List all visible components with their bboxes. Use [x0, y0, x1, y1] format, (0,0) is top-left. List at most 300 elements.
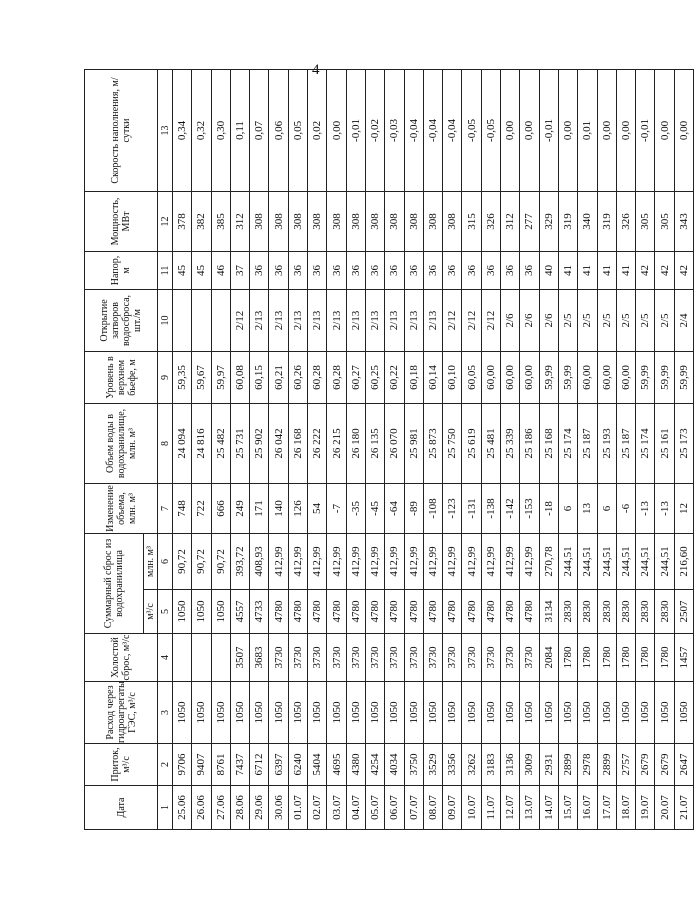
table-row — [192, 69, 211, 829]
table-cell: 305 — [655, 191, 674, 251]
table-cell: 1780 — [655, 634, 674, 682]
header-reservoir-volume: Объем воды в водохранилище, млн. м³ — [85, 403, 158, 483]
table-cell: 1050 — [308, 682, 327, 744]
header-total-discharge: Суммарный сброс из водохранилища — [85, 533, 144, 633]
table-cell: 3183 — [481, 744, 500, 786]
header-volume-change: Изменение объема, млн. м³ — [85, 483, 158, 533]
table-cell: 722 — [192, 483, 211, 533]
table-cell: -142 — [501, 483, 520, 533]
table-cell: 4780 — [520, 590, 539, 634]
table-cell: -0,01 — [346, 69, 365, 191]
column-number: 7 — [158, 483, 173, 533]
table-cell: 2679 — [655, 744, 674, 786]
table-cell: 326 — [616, 191, 635, 251]
table-cell: 1050 — [597, 682, 616, 744]
date-cell: 19.07 — [636, 786, 655, 830]
table-cell: 0,07 — [250, 69, 269, 191]
table-cell: 45 — [192, 251, 211, 289]
table-cell: -0,04 — [423, 69, 442, 191]
table-cell: 60,00 — [501, 351, 520, 403]
table-cell: 3730 — [501, 634, 520, 682]
table-cell: 1780 — [636, 634, 655, 682]
table-cell: 25 174 — [636, 403, 655, 483]
date-cell: 12.07 — [501, 786, 520, 830]
column-number: 6 — [158, 533, 173, 589]
table-cell: 0,02 — [308, 69, 327, 191]
header-head: Напор, м — [85, 251, 158, 289]
table-cell: 2/5 — [578, 289, 597, 351]
table-cell: 4780 — [501, 590, 520, 634]
table-cell: -45 — [365, 483, 384, 533]
table-cell: 3730 — [269, 634, 288, 682]
table-cell: 2/13 — [308, 289, 327, 351]
table-cell: 36 — [443, 251, 462, 289]
table-cell: 0,00 — [520, 69, 539, 191]
table-cell: 6240 — [288, 744, 307, 786]
table-cell: 40 — [539, 251, 558, 289]
table-cell: 60,26 — [288, 351, 307, 403]
table-cell: -35 — [346, 483, 365, 533]
table-row — [462, 69, 481, 829]
table-cell: 59,99 — [539, 351, 558, 403]
table-row — [250, 69, 269, 829]
table-cell: 0,11 — [230, 69, 249, 191]
date-cell: 03.07 — [327, 786, 346, 830]
header-fill-rate: Скорость наполнения, м/сутки — [85, 69, 158, 191]
table-cell: 2/13 — [288, 289, 307, 351]
table-row — [674, 69, 693, 829]
table-cell: 2899 — [558, 744, 577, 786]
table-cell: 1050 — [211, 682, 230, 744]
table-cell: 12 — [674, 483, 693, 533]
table-cell: 666 — [211, 483, 230, 533]
table-cell: 9706 — [173, 744, 192, 786]
table-cell: 26 042 — [269, 403, 288, 483]
table-cell: 36 — [501, 251, 520, 289]
table-cell: 4780 — [288, 590, 307, 634]
header-turbine-flow: Расход через гидроагрегаты ГЭС, м³/с — [85, 682, 158, 744]
table-cell: 1050 — [192, 682, 211, 744]
table-cell: 1050 — [443, 682, 462, 744]
table-cell: 308 — [327, 191, 346, 251]
table-row — [481, 69, 500, 829]
table-cell: 308 — [346, 191, 365, 251]
table-cell: 1050 — [481, 682, 500, 744]
table-cell: 2830 — [636, 590, 655, 634]
table-cell: 308 — [288, 191, 307, 251]
date-cell: 26.06 — [192, 786, 211, 830]
table-cell — [192, 289, 211, 351]
table-cell: 1050 — [385, 682, 404, 744]
table-cell: 36 — [250, 251, 269, 289]
page-number: 4 — [312, 62, 320, 78]
table-cell: 0,06 — [269, 69, 288, 191]
table-cell: 36 — [365, 251, 384, 289]
table-cell: 408,93 — [250, 533, 269, 589]
table-cell: 412,99 — [288, 533, 307, 589]
table-cell: 60,21 — [269, 351, 288, 403]
table-cell: 3730 — [308, 634, 327, 682]
table-cell: 308 — [365, 191, 384, 251]
table-cell: -64 — [385, 483, 404, 533]
table-cell: -108 — [423, 483, 442, 533]
table-cell: 3730 — [404, 634, 423, 682]
table-cell: 2978 — [578, 744, 597, 786]
table-cell: 2/4 — [674, 289, 693, 351]
table-cell: 9407 — [192, 744, 211, 786]
table-cell: 2830 — [597, 590, 616, 634]
table-cell: -123 — [443, 483, 462, 533]
table-cell: 0,00 — [327, 69, 346, 191]
table-cell: 1050 — [462, 682, 481, 744]
table-cell: 385 — [211, 191, 230, 251]
table-cell: 3730 — [346, 634, 365, 682]
table-cell: 59,35 — [173, 351, 192, 403]
table-cell: 36 — [327, 251, 346, 289]
table-cell: 3529 — [423, 744, 442, 786]
table-cell: 25 873 — [423, 403, 442, 483]
date-cell: 05.07 — [365, 786, 384, 830]
table-cell: 1050 — [173, 682, 192, 744]
table-cell: -0,01 — [539, 69, 558, 191]
table-cell: 1050 — [365, 682, 384, 744]
table-cell: 59,97 — [211, 351, 230, 403]
column-number: 10 — [158, 289, 173, 351]
table-cell: 378 — [173, 191, 192, 251]
table-cell: 412,99 — [423, 533, 442, 589]
table-cell: 2/13 — [250, 289, 269, 351]
date-cell: 15.07 — [558, 786, 577, 830]
date-cell: 09.07 — [443, 786, 462, 830]
table-cell: 3356 — [443, 744, 462, 786]
table-cell: 2/6 — [520, 289, 539, 351]
table-cell: 1050 — [211, 590, 230, 634]
table-cell: 1050 — [288, 682, 307, 744]
column-number: 9 — [158, 351, 173, 403]
column-number: 11 — [158, 251, 173, 289]
table-cell: 2830 — [578, 590, 597, 634]
table-row — [308, 69, 327, 829]
table-row — [597, 69, 616, 829]
table-cell: 2830 — [655, 590, 674, 634]
date-cell: 21.07 — [674, 786, 693, 830]
table-cell: -0,02 — [365, 69, 384, 191]
table-row — [327, 69, 346, 829]
table-cell: 2/13 — [385, 289, 404, 351]
table-cell: 36 — [385, 251, 404, 289]
table-cell: 2/12 — [481, 289, 500, 351]
table-cell: 4254 — [365, 744, 384, 786]
table-cell: -0,05 — [462, 69, 481, 191]
table-cell: 6712 — [250, 744, 269, 786]
table-row — [539, 69, 558, 829]
table-cell: 4695 — [327, 744, 346, 786]
date-cell: 10.07 — [462, 786, 481, 830]
table-cell: 36 — [462, 251, 481, 289]
table-cell: 3730 — [327, 634, 346, 682]
table-cell: 412,99 — [481, 533, 500, 589]
header-inflow: Приток, м³/с — [85, 744, 158, 786]
table-cell: 60,28 — [308, 351, 327, 403]
table-cell: -13 — [636, 483, 655, 533]
table-row — [520, 69, 539, 829]
table-cell: 2/13 — [365, 289, 384, 351]
date-cell: 17.07 — [597, 786, 616, 830]
subheader-m3s: м³/с — [144, 590, 158, 634]
date-cell: 01.07 — [288, 786, 307, 830]
table-cell: 0,00 — [558, 69, 577, 191]
table-cell: 326 — [481, 191, 500, 251]
table-cell: 1780 — [558, 634, 577, 682]
table-cell: 1050 — [539, 682, 558, 744]
column-number: 2 — [158, 744, 173, 786]
table-cell: 308 — [404, 191, 423, 251]
table-row — [404, 69, 423, 829]
table-cell: 312 — [230, 191, 249, 251]
table-cell: 1780 — [578, 634, 597, 682]
table-cell: 2/13 — [269, 289, 288, 351]
table-cell: 1050 — [404, 682, 423, 744]
table-cell: 45 — [173, 251, 192, 289]
table-cell: -7 — [327, 483, 346, 533]
table-cell: 0,00 — [501, 69, 520, 191]
table-cell: 2757 — [616, 744, 635, 786]
table-cell: 2507 — [674, 590, 693, 634]
table-cell: 60,18 — [404, 351, 423, 403]
table-cell: 1780 — [616, 634, 635, 682]
table-cell: 308 — [269, 191, 288, 251]
table-cell: 2/12 — [230, 289, 249, 351]
date-cell: 11.07 — [481, 786, 500, 830]
table-cell: 412,99 — [443, 533, 462, 589]
table-cell: 60,00 — [578, 351, 597, 403]
table-cell: 1050 — [250, 682, 269, 744]
table-cell: 25 481 — [481, 403, 500, 483]
table-cell: -153 — [520, 483, 539, 533]
table-cell — [173, 289, 192, 351]
table-cell: 308 — [385, 191, 404, 251]
table-cell: -13 — [655, 483, 674, 533]
table-row — [501, 69, 520, 829]
table-cell: 25 173 — [674, 403, 693, 483]
table-cell: 8761 — [211, 744, 230, 786]
table-cell: 2/5 — [597, 289, 616, 351]
table-cell: 0,05 — [288, 69, 307, 191]
table-cell — [211, 289, 230, 351]
table-cell: 2/5 — [558, 289, 577, 351]
table-cell: 2/12 — [443, 289, 462, 351]
table-cell: 412,99 — [269, 533, 288, 589]
table-cell: 4780 — [327, 590, 346, 634]
table-cell: 2/13 — [327, 289, 346, 351]
table-cell: 412,99 — [385, 533, 404, 589]
table-cell: 6 — [558, 483, 577, 533]
table-row — [269, 69, 288, 829]
table-cell: 748 — [173, 483, 192, 533]
table-cell: 6397 — [269, 744, 288, 786]
table-cell: 0,32 — [192, 69, 211, 191]
table-cell: 60,28 — [327, 351, 346, 403]
table-cell: 25 187 — [616, 403, 635, 483]
table-cell: 42 — [674, 251, 693, 289]
subheader-mln-m3: млн. м³ — [144, 533, 158, 589]
table-cell: 59,67 — [192, 351, 211, 403]
table-cell: 46 — [211, 251, 230, 289]
table-cell: 2647 — [674, 744, 693, 786]
table-cell: 1050 — [578, 682, 597, 744]
table-cell: 244,51 — [616, 533, 635, 589]
table-cell: 2/5 — [616, 289, 635, 351]
table-cell: 60,08 — [230, 351, 249, 403]
table-cell: 4780 — [365, 590, 384, 634]
table-cell: 60,00 — [520, 351, 539, 403]
table-cell: 308 — [443, 191, 462, 251]
table-cell: 1050 — [230, 682, 249, 744]
table-row — [173, 69, 192, 829]
table-cell: 3730 — [443, 634, 462, 682]
table-cell: 1050 — [327, 682, 346, 744]
table-cell: 1050 — [423, 682, 442, 744]
table-cell: 216,60 — [674, 533, 693, 589]
table-cell: 1050 — [269, 682, 288, 744]
date-cell: 06.07 — [385, 786, 404, 830]
table-cell: 244,51 — [655, 533, 674, 589]
table-cell: 4780 — [443, 590, 462, 634]
column-number: 1 — [158, 786, 173, 830]
table-cell: 4780 — [308, 590, 327, 634]
date-cell: 04.07 — [346, 786, 365, 830]
table-cell: 6 — [597, 483, 616, 533]
date-cell: 16.07 — [578, 786, 597, 830]
table-cell: 3730 — [288, 634, 307, 682]
table-cell: 2/6 — [539, 289, 558, 351]
table-cell: 2830 — [616, 590, 635, 634]
table-cell: 340 — [578, 191, 597, 251]
table-row — [423, 69, 442, 829]
table-cell: 90,72 — [192, 533, 211, 589]
table-cell: 319 — [597, 191, 616, 251]
table-cell: 3134 — [539, 590, 558, 634]
date-cell: 29.06 — [250, 786, 269, 830]
table-cell: 4780 — [423, 590, 442, 634]
table-cell: 1050 — [501, 682, 520, 744]
table-cell — [211, 634, 230, 682]
date-cell: 25.06 — [173, 786, 192, 830]
table-cell: 3730 — [385, 634, 404, 682]
table-cell: 2/5 — [655, 289, 674, 351]
table-cell: 4380 — [346, 744, 365, 786]
table-cell: 3750 — [404, 744, 423, 786]
table-cell: 60,15 — [250, 351, 269, 403]
table-cell: 25 981 — [404, 403, 423, 483]
date-cell: 14.07 — [539, 786, 558, 830]
table-cell: 412,99 — [308, 533, 327, 589]
table-cell: 59,99 — [558, 351, 577, 403]
table-cell: 36 — [288, 251, 307, 289]
table-cell: 41 — [597, 251, 616, 289]
table-cell: 412,99 — [365, 533, 384, 589]
table-cell: 60,14 — [423, 351, 442, 403]
column-number: 13 — [158, 69, 173, 191]
table-cell: 36 — [346, 251, 365, 289]
header-date: Дата — [85, 786, 158, 830]
table-cell: 4733 — [250, 590, 269, 634]
table-cell: 25 187 — [578, 403, 597, 483]
table-cell: 393,72 — [230, 533, 249, 589]
table-cell: 60,10 — [443, 351, 462, 403]
table-cell: 26 215 — [327, 403, 346, 483]
table-cell: 37 — [230, 251, 249, 289]
table-cell: 0,00 — [655, 69, 674, 191]
table-cell: 308 — [423, 191, 442, 251]
table-cell: 4780 — [462, 590, 481, 634]
table-cell: 1050 — [558, 682, 577, 744]
table-cell: 270,78 — [539, 533, 558, 589]
table-cell: 60,00 — [481, 351, 500, 403]
table-cell: 140 — [269, 483, 288, 533]
table-cell: 343 — [674, 191, 693, 251]
table-cell: 3009 — [520, 744, 539, 786]
table-cell: 412,99 — [327, 533, 346, 589]
table-cell: 1050 — [636, 682, 655, 744]
table-cell: 305 — [636, 191, 655, 251]
table-cell: 3507 — [230, 634, 249, 682]
table-cell — [192, 634, 211, 682]
table-row — [636, 69, 655, 829]
table-cell: 1050 — [192, 590, 211, 634]
table-cell: 1050 — [674, 682, 693, 744]
header-spillway-gates: Открытие затворов водосброса, шт./м — [85, 289, 158, 351]
table-cell: 0,34 — [173, 69, 192, 191]
table-cell: 25 750 — [443, 403, 462, 483]
table-cell: 2679 — [636, 744, 655, 786]
header-upstream-level: Уровень в верхнем бьефе, м — [85, 351, 158, 403]
table-cell: -138 — [481, 483, 500, 533]
table-cell: 249 — [230, 483, 249, 533]
table-cell: 412,99 — [404, 533, 423, 589]
table-cell: 25 168 — [539, 403, 558, 483]
table-cell: 382 — [192, 191, 211, 251]
table-cell: 54 — [308, 483, 327, 533]
table-cell: 0,30 — [211, 69, 230, 191]
table-row — [558, 69, 577, 829]
table-cell: 25 902 — [250, 403, 269, 483]
table-cell: 5404 — [308, 744, 327, 786]
table-cell: 3683 — [250, 634, 269, 682]
table-cell: 4780 — [346, 590, 365, 634]
table-cell: 3730 — [520, 634, 539, 682]
table-cell — [173, 634, 192, 682]
table-cell: 244,51 — [578, 533, 597, 589]
table-cell: 3262 — [462, 744, 481, 786]
table-cell: 26 168 — [288, 403, 307, 483]
date-cell: 30.06 — [269, 786, 288, 830]
table-cell: 41 — [616, 251, 635, 289]
table-cell: 24 816 — [192, 403, 211, 483]
table-cell: 25 161 — [655, 403, 674, 483]
table-cell: 171 — [250, 483, 269, 533]
table-cell: 2/13 — [404, 289, 423, 351]
table-cell: 2/6 — [501, 289, 520, 351]
table-body — [173, 69, 694, 829]
table-cell: 308 — [250, 191, 269, 251]
column-number: 3 — [158, 682, 173, 744]
table-row — [346, 69, 365, 829]
table-cell: 25 731 — [230, 403, 249, 483]
table-cell: 4780 — [404, 590, 423, 634]
table-cell: 0,00 — [597, 69, 616, 191]
table-cell: 42 — [636, 251, 655, 289]
